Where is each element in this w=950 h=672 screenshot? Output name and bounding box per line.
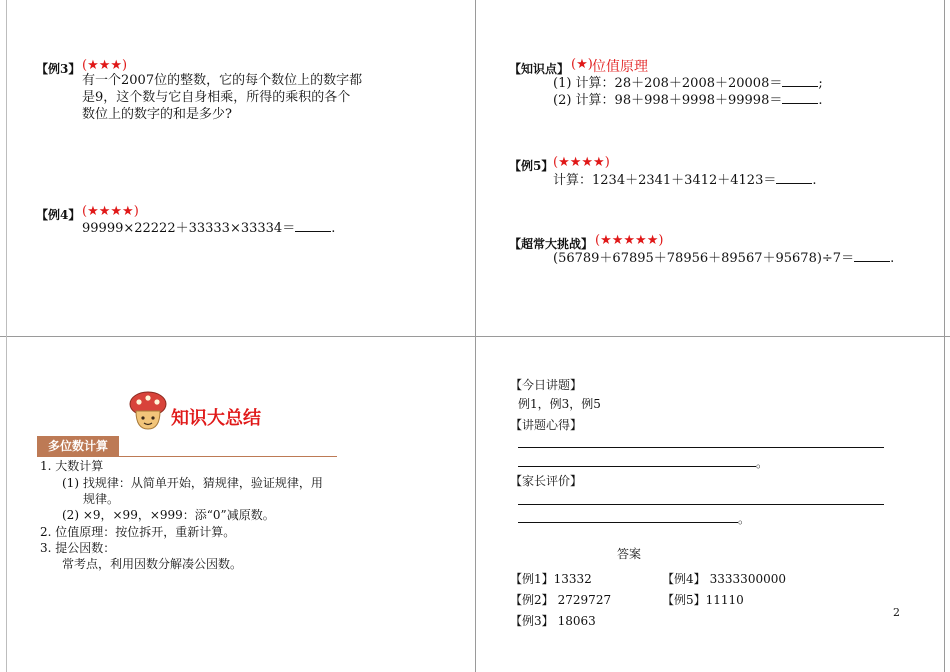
summary-item-1-sub-2: (2) ×9，×99，×999：添“0”减原数。 — [62, 508, 275, 522]
challenge-expression — [553, 250, 894, 268]
ex4-stars: (★★★★) — [82, 204, 139, 219]
right-border — [944, 0, 945, 672]
kp-item-2-text: (2) 计算：98＋998＋9998＋99998＝ — [553, 93, 783, 108]
mushroom-mascot-icon — [128, 389, 168, 431]
today-tag: 【今日讲题】 — [510, 378, 583, 392]
ex5-expression — [553, 172, 816, 190]
ex3-line3: 数位上的数字的和是多少? — [82, 107, 232, 122]
kp-item-1-text: (1) 计算：28＋208＋2008＋20008＝ — [553, 76, 783, 91]
answer-blank — [776, 173, 812, 184]
ex3-line1: 有一个2007位的整数，它的每个数位上的数字都 — [82, 73, 363, 88]
summary-item-1-sub-1-cont: 规律。 — [83, 492, 120, 506]
kp-item-2 — [553, 92, 822, 110]
answer-ex2 — [510, 592, 611, 609]
parent-line-2 — [518, 522, 738, 523]
challenge-expr-text: (56789＋67895＋78956＋89567＋95678)÷7＝ — [553, 251, 855, 266]
summary-item-1: 1. 大数计算 — [40, 459, 104, 473]
notes-line-1 — [518, 447, 884, 448]
ex5-tag: 【例5】 — [509, 159, 554, 173]
answer-value: 13332 — [553, 572, 592, 586]
answers-title: 答案 — [617, 547, 642, 561]
answer-blank — [295, 221, 331, 232]
kp-item-1 — [553, 75, 823, 93]
challenge-end: . — [890, 251, 895, 266]
page-number: 2 — [893, 606, 900, 619]
ex5-stars: (★★★★) — [553, 155, 610, 170]
answer-label: 【例3】 — [510, 614, 554, 628]
ex4-expression — [82, 220, 335, 238]
answer-ex3 — [510, 613, 596, 630]
ex5-end: . — [812, 173, 817, 188]
notes-line-2 — [518, 466, 756, 467]
ex5-expr-text: 计算：1234＋2341＋3412＋4123＝ — [553, 173, 777, 188]
knowledge-point-star: (★) — [571, 57, 593, 72]
answer-label: 【例2】 — [510, 593, 554, 607]
summary-item-1-sub-1: (1) 找规律：从简单开始，猜规律，验证规律，用 — [62, 476, 323, 490]
challenge-tag: 【超常大挑战】 — [509, 237, 594, 251]
knowledge-point-tag: 【知识点】 — [509, 62, 570, 76]
answer-blank — [782, 93, 818, 104]
ex4-tag: 【例4】 — [36, 208, 81, 222]
answer-value: 2729727 — [557, 593, 612, 607]
summary-item-3: 3. 提公因数： — [40, 541, 116, 555]
parent-end: 。 — [738, 512, 751, 526]
answer-value: 11110 — [705, 593, 744, 607]
knowledge-point-title: 位值原理 — [592, 59, 648, 75]
answer-blank — [782, 76, 818, 87]
horizontal-divider — [0, 336, 950, 337]
answer-ex5 — [662, 592, 744, 609]
kp-item-1-end: ; — [818, 76, 823, 91]
banner-rule — [37, 456, 337, 457]
summary-item-2: 2. 位值原理：按位拆开，重新计算。 — [40, 525, 236, 539]
answer-value: 18063 — [557, 614, 596, 628]
summary-title: 知识大总结 — [171, 408, 261, 429]
ex4-expr-text: 99999×22222＋33333×33334＝ — [82, 221, 296, 236]
summary-item-3-sub: 常考点，利用因数分解凑公因数。 — [62, 557, 243, 571]
parent-line-1 — [518, 504, 884, 505]
today-items: 例1，例3，例5 — [518, 397, 601, 411]
answer-label: 【例1】 — [510, 572, 554, 586]
ex3-line2: 是9，这个数与它自身相乘，所得的乘积的各个 — [82, 90, 351, 105]
answer-value: 3333300000 — [709, 572, 786, 586]
ex4-end: . — [331, 221, 336, 236]
ex3-stars: (★★★) — [82, 58, 128, 73]
ex3-tag: 【例3】 — [36, 62, 81, 76]
answer-ex1 — [510, 571, 592, 588]
section-banner: 多位数计算 — [37, 436, 119, 456]
answer-label: 【例4】 — [662, 572, 706, 586]
left-border — [6, 0, 7, 672]
answer-blank — [854, 251, 890, 262]
answer-label: 【例5】 — [662, 593, 706, 607]
challenge-stars: (★★★★★) — [595, 233, 664, 248]
answer-ex4 — [662, 571, 786, 588]
notes-end: 。 — [756, 456, 769, 470]
parent-tag: 【家长评价】 — [510, 474, 583, 488]
notes-tag: 【讲题心得】 — [510, 418, 583, 432]
kp-item-2-end: . — [818, 93, 823, 108]
